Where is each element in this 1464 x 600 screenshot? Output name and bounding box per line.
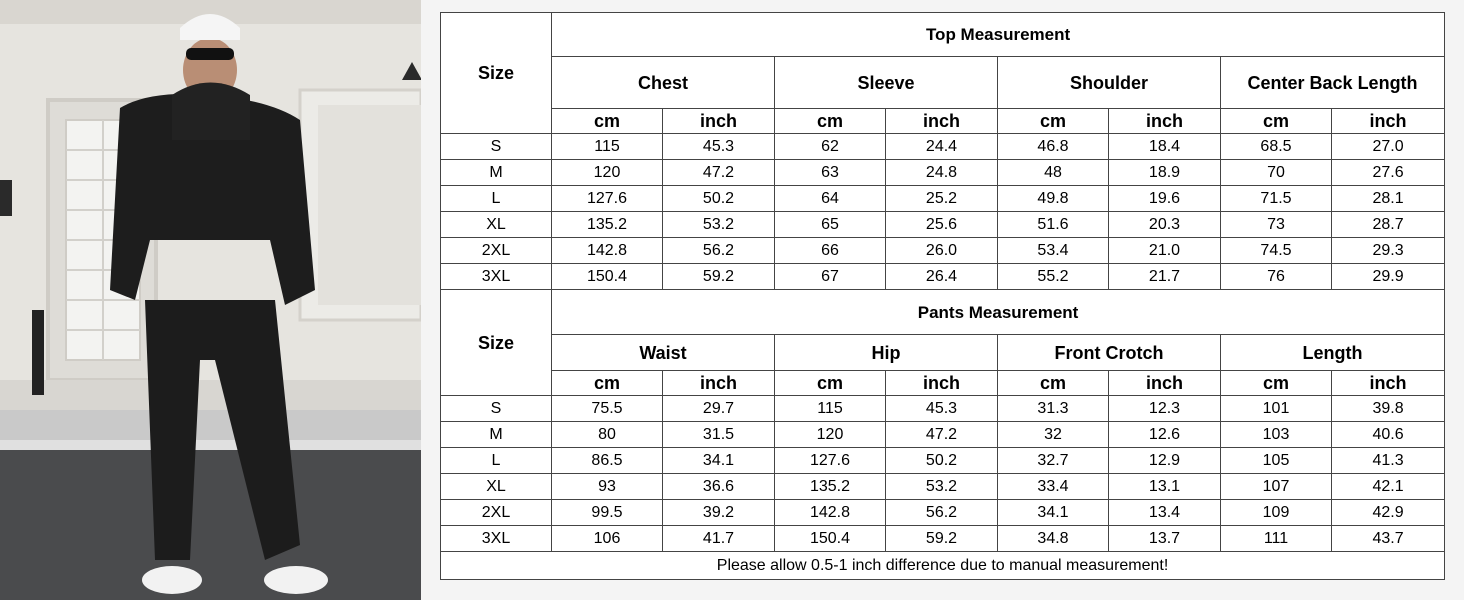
pants-size-label: XL bbox=[441, 474, 552, 500]
top-size-label: L bbox=[441, 186, 552, 212]
top-unit-header: inch bbox=[1109, 109, 1221, 134]
top-value-cell: 51.6 bbox=[998, 212, 1109, 238]
top-value-cell: 48 bbox=[998, 160, 1109, 186]
top-value-cell: 27.6 bbox=[1332, 160, 1445, 186]
top-value-cell: 142.8 bbox=[552, 238, 663, 264]
pants-value-cell: 45.3 bbox=[886, 396, 998, 422]
top-size-row bbox=[441, 264, 1445, 290]
pants-measurement-title: Pants Measurement bbox=[552, 290, 1445, 335]
pants-unit-header: cm bbox=[1221, 371, 1332, 396]
pants-value-cell: 103 bbox=[1221, 422, 1332, 448]
top-value-cell: 71.5 bbox=[1221, 186, 1332, 212]
pants-group-header: Length bbox=[1221, 335, 1445, 371]
top-value-cell: 66 bbox=[775, 238, 886, 264]
pants-value-cell: 31.3 bbox=[998, 396, 1109, 422]
pants-value-cell: 75.5 bbox=[552, 396, 663, 422]
top-value-cell: 24.8 bbox=[886, 160, 998, 186]
top-unit-header: cm bbox=[552, 109, 663, 134]
pants-size-label: M bbox=[441, 422, 552, 448]
top-value-cell: 135.2 bbox=[552, 212, 663, 238]
top-group-header: Sleeve bbox=[775, 57, 998, 109]
top-value-cell: 68.5 bbox=[1221, 134, 1332, 160]
pants-value-cell: 42.1 bbox=[1332, 474, 1445, 500]
pants-value-cell: 150.4 bbox=[775, 526, 886, 552]
pants-value-cell: 12.3 bbox=[1109, 396, 1221, 422]
top-unit-header: inch bbox=[663, 109, 775, 134]
top-value-cell: 18.9 bbox=[1109, 160, 1221, 186]
model-photo bbox=[0, 0, 421, 600]
pants-size-header: Size bbox=[441, 290, 552, 396]
pants-value-cell: 93 bbox=[552, 474, 663, 500]
top-value-cell: 20.3 bbox=[1109, 212, 1221, 238]
top-value-cell: 45.3 bbox=[663, 134, 775, 160]
top-value-cell: 49.8 bbox=[998, 186, 1109, 212]
pants-unit-header: cm bbox=[998, 371, 1109, 396]
pants-size-row bbox=[441, 448, 1445, 474]
pants-value-cell: 47.2 bbox=[886, 422, 998, 448]
top-value-cell: 28.7 bbox=[1332, 212, 1445, 238]
pants-value-cell: 80 bbox=[552, 422, 663, 448]
pants-value-cell: 32.7 bbox=[998, 448, 1109, 474]
top-value-cell: 70 bbox=[1221, 160, 1332, 186]
pants-value-cell: 39.2 bbox=[663, 500, 775, 526]
pants-value-cell: 40.6 bbox=[1332, 422, 1445, 448]
top-value-cell: 53.4 bbox=[998, 238, 1109, 264]
pants-value-cell: 42.9 bbox=[1332, 500, 1445, 526]
pants-size-row bbox=[441, 500, 1445, 526]
top-value-cell: 47.2 bbox=[663, 160, 775, 186]
top-group-header: Shoulder bbox=[998, 57, 1221, 109]
top-value-cell: 65 bbox=[775, 212, 886, 238]
pants-value-cell: 111 bbox=[1221, 526, 1332, 552]
pants-value-cell: 12.6 bbox=[1109, 422, 1221, 448]
top-value-cell: 59.2 bbox=[663, 264, 775, 290]
pants-value-cell: 109 bbox=[1221, 500, 1332, 526]
top-size-row bbox=[441, 160, 1445, 186]
pants-size-label: 2XL bbox=[441, 500, 552, 526]
pants-value-cell: 56.2 bbox=[886, 500, 998, 526]
pants-value-cell: 33.4 bbox=[998, 474, 1109, 500]
pants-value-cell: 39.8 bbox=[1332, 396, 1445, 422]
pants-unit-header: inch bbox=[663, 371, 775, 396]
pants-value-cell: 41.3 bbox=[1332, 448, 1445, 474]
top-value-cell: 76 bbox=[1221, 264, 1332, 290]
pants-value-cell: 13.1 bbox=[1109, 474, 1221, 500]
pants-value-cell: 127.6 bbox=[775, 448, 886, 474]
size-chart bbox=[440, 12, 1444, 580]
size-table bbox=[440, 12, 1445, 580]
top-value-cell: 29.3 bbox=[1332, 238, 1445, 264]
top-value-cell: 19.6 bbox=[1109, 186, 1221, 212]
pants-value-cell: 120 bbox=[775, 422, 886, 448]
top-value-cell: 28.1 bbox=[1332, 186, 1445, 212]
top-value-cell: 67 bbox=[775, 264, 886, 290]
pants-value-cell: 41.7 bbox=[663, 526, 775, 552]
top-value-cell: 64 bbox=[775, 186, 886, 212]
pants-value-cell: 59.2 bbox=[886, 526, 998, 552]
top-value-cell: 29.9 bbox=[1332, 264, 1445, 290]
top-value-cell: 25.2 bbox=[886, 186, 998, 212]
pants-value-cell: 53.2 bbox=[886, 474, 998, 500]
top-value-cell: 127.6 bbox=[552, 186, 663, 212]
top-value-cell: 26.0 bbox=[886, 238, 998, 264]
top-value-cell: 21.0 bbox=[1109, 238, 1221, 264]
top-value-cell: 63 bbox=[775, 160, 886, 186]
pants-value-cell: 29.7 bbox=[663, 396, 775, 422]
pants-unit-header: inch bbox=[1332, 371, 1445, 396]
top-size-label: XL bbox=[441, 212, 552, 238]
pants-value-cell: 50.2 bbox=[886, 448, 998, 474]
top-size-row bbox=[441, 134, 1445, 160]
top-value-cell: 55.2 bbox=[998, 264, 1109, 290]
top-value-cell: 150.4 bbox=[552, 264, 663, 290]
top-unit-header: inch bbox=[1332, 109, 1445, 134]
top-value-cell: 46.8 bbox=[998, 134, 1109, 160]
pants-value-cell: 86.5 bbox=[552, 448, 663, 474]
pants-value-cell: 31.5 bbox=[663, 422, 775, 448]
top-value-cell: 56.2 bbox=[663, 238, 775, 264]
pants-size-row bbox=[441, 474, 1445, 500]
measurement-note: Please allow 0.5-1 inch difference due to manual measurement! bbox=[441, 552, 1445, 580]
top-unit-header: cm bbox=[775, 109, 886, 134]
top-size-label: 3XL bbox=[441, 264, 552, 290]
top-size-label: 2XL bbox=[441, 238, 552, 264]
pants-value-cell: 135.2 bbox=[775, 474, 886, 500]
pants-value-cell: 12.9 bbox=[1109, 448, 1221, 474]
pants-size-row bbox=[441, 396, 1445, 422]
top-value-cell: 115 bbox=[552, 134, 663, 160]
top-unit-header: cm bbox=[1221, 109, 1332, 134]
pants-group-header: Hip bbox=[775, 335, 998, 371]
top-unit-header: cm bbox=[998, 109, 1109, 134]
pants-group-header: Front Crotch bbox=[998, 335, 1221, 371]
top-size-label: M bbox=[441, 160, 552, 186]
pants-value-cell: 99.5 bbox=[552, 500, 663, 526]
top-value-cell: 21.7 bbox=[1109, 264, 1221, 290]
top-size-header: Size bbox=[441, 13, 552, 134]
pants-value-cell: 142.8 bbox=[775, 500, 886, 526]
pants-value-cell: 105 bbox=[1221, 448, 1332, 474]
pants-value-cell: 34.1 bbox=[998, 500, 1109, 526]
pants-value-cell: 107 bbox=[1221, 474, 1332, 500]
pants-value-cell: 36.6 bbox=[663, 474, 775, 500]
top-size-row bbox=[441, 186, 1445, 212]
top-value-cell: 120 bbox=[552, 160, 663, 186]
top-value-cell: 18.4 bbox=[1109, 134, 1221, 160]
pants-unit-header: inch bbox=[1109, 371, 1221, 396]
top-value-cell: 73 bbox=[1221, 212, 1332, 238]
pants-value-cell: 32 bbox=[998, 422, 1109, 448]
pants-value-cell: 106 bbox=[552, 526, 663, 552]
top-size-row bbox=[441, 238, 1445, 264]
pants-value-cell: 115 bbox=[775, 396, 886, 422]
top-group-header: Chest bbox=[552, 57, 775, 109]
top-group-header: Center Back Length bbox=[1221, 57, 1445, 109]
pants-value-cell: 34.8 bbox=[998, 526, 1109, 552]
top-value-cell: 27.0 bbox=[1332, 134, 1445, 160]
pants-unit-header: cm bbox=[552, 371, 663, 396]
pants-value-cell: 13.4 bbox=[1109, 500, 1221, 526]
pants-unit-header: cm bbox=[775, 371, 886, 396]
top-value-cell: 26.4 bbox=[886, 264, 998, 290]
pants-size-row bbox=[441, 526, 1445, 552]
pants-size-row bbox=[441, 422, 1445, 448]
top-value-cell: 74.5 bbox=[1221, 238, 1332, 264]
pants-size-label: S bbox=[441, 396, 552, 422]
top-value-cell: 25.6 bbox=[886, 212, 998, 238]
top-value-cell: 53.2 bbox=[663, 212, 775, 238]
top-value-cell: 50.2 bbox=[663, 186, 775, 212]
pants-value-cell: 101 bbox=[1221, 396, 1332, 422]
pants-size-label: L bbox=[441, 448, 552, 474]
top-value-cell: 62 bbox=[775, 134, 886, 160]
pants-value-cell: 13.7 bbox=[1109, 526, 1221, 552]
top-size-row bbox=[441, 212, 1445, 238]
pants-unit-header: inch bbox=[886, 371, 998, 396]
pants-group-header: Waist bbox=[552, 335, 775, 371]
pants-value-cell: 34.1 bbox=[663, 448, 775, 474]
top-measurement-title: Top Measurement bbox=[552, 13, 1445, 57]
top-size-label: S bbox=[441, 134, 552, 160]
pants-value-cell: 43.7 bbox=[1332, 526, 1445, 552]
pants-size-label: 3XL bbox=[441, 526, 552, 552]
top-value-cell: 24.4 bbox=[886, 134, 998, 160]
top-unit-header: inch bbox=[886, 109, 998, 134]
